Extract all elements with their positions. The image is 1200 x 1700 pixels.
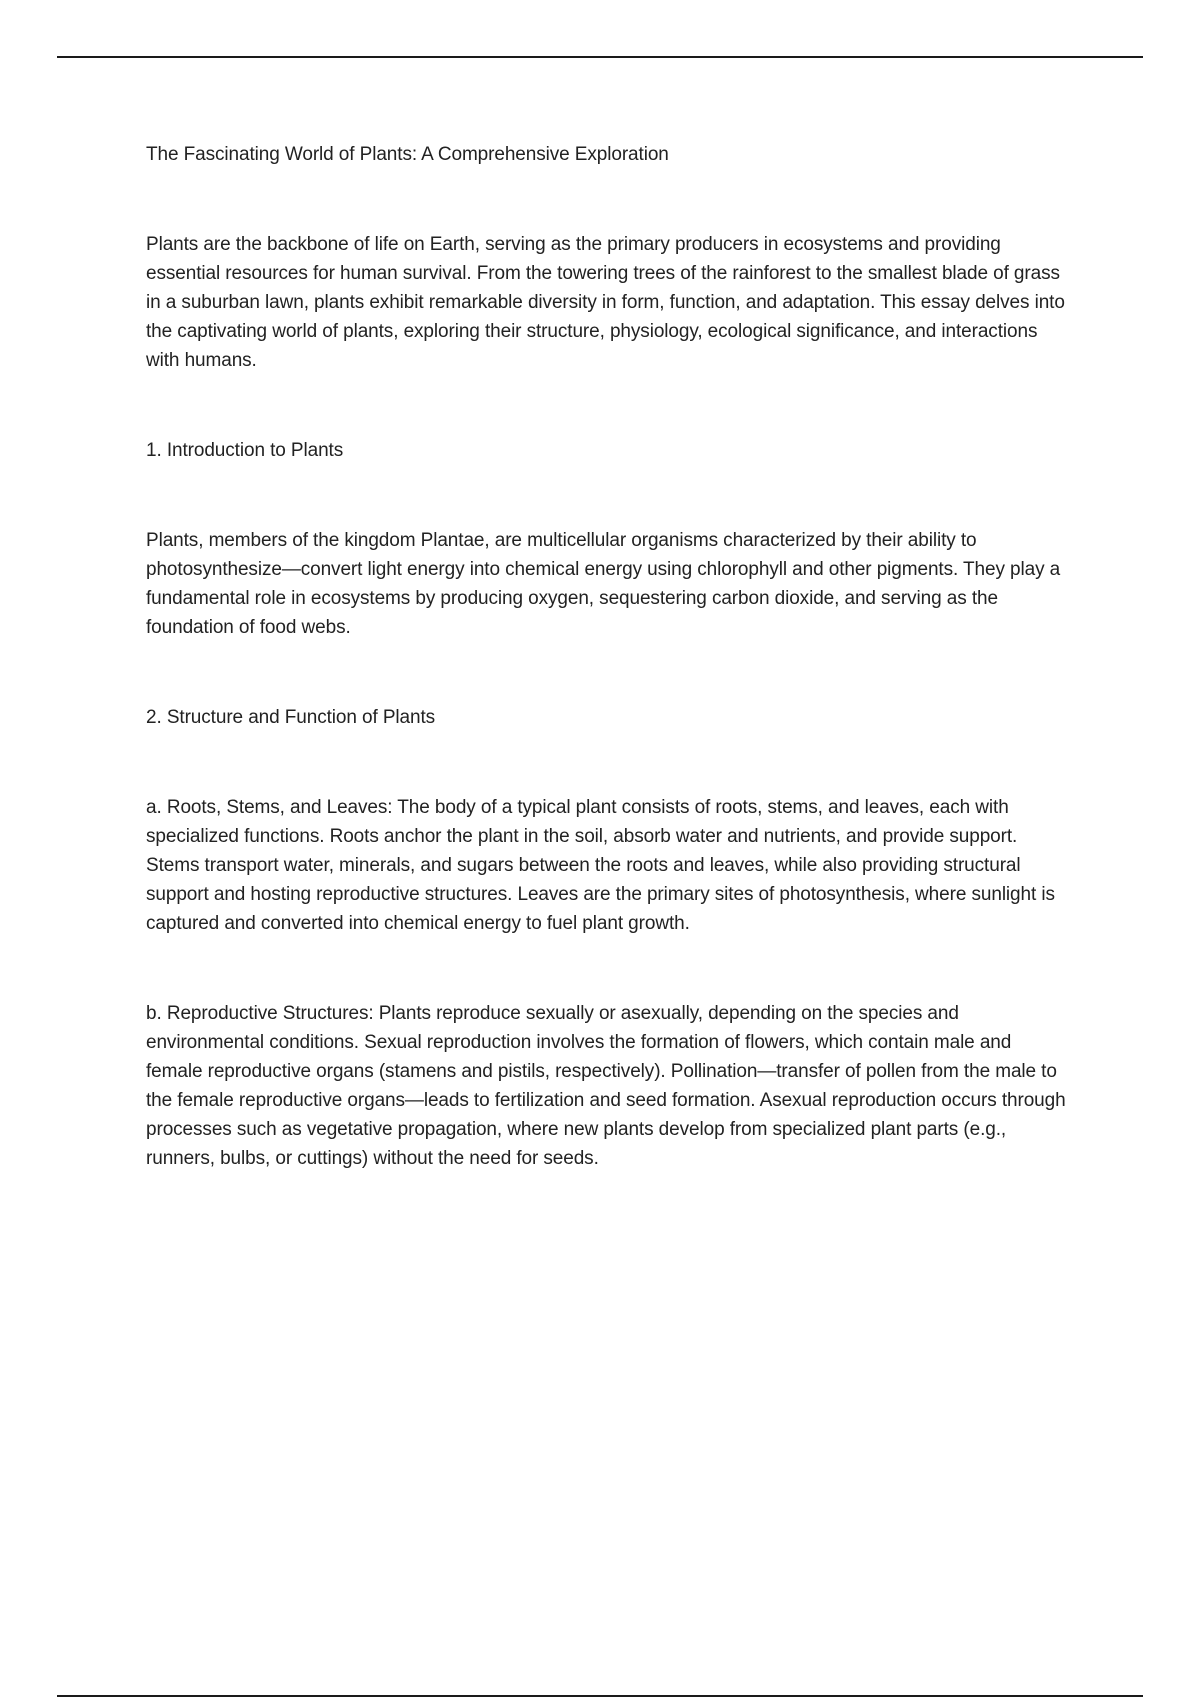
structure-paragraph-roots-stems-leaves: a. Roots, Stems, and Leaves: The body of a typical plant consists of roots, stems, and leaves, each with specialized functions. Roots anchor the plant in the soil, absorb water and nutrients, and provide support. Stems transport water, minerals, and sugars between the roots and leaves, while also providing structural support and hosting reproductive structures. Leaves are the primary sites of photosynthesis, where sunlight is captured and converted into chemical energy to fuel plant growth. [146, 797, 1055, 934]
footer-rule [57, 1695, 1143, 1697]
section-heading-introduction: 1. Introduction to Plants [146, 440, 344, 461]
intro-paragraph: Plants are the backbone of life on Earth, serving as the primary producers in ecosystems and providing essential resources for human survival. From the towering trees of the rainforest to the smallest blade of grass in a suburban lawn, plants exhibit remarkable diversity in form, function, and adaptation. This essay delves into the captivating world of plants, exploring their structure, physiology, ecological significance, and interactions with humans. [146, 234, 1065, 371]
section-heading-structure: 2. Structure and Function of Plants [146, 707, 436, 728]
document-body [146, 140, 1066, 1234]
section-introduction-paragraph: Plants, members of the kingdom Plantae, are multicellular organisms characterized by their ability to photosynthesize—convert light energy into chemical energy using chlorophyll and other pigments. They play a fundamental role in ecosystems by producing oxygen, sequestering carbon dioxide, and serving as the foundation of food webs. [146, 530, 1061, 638]
structure-paragraph-reproductive: b. Reproductive Structures: Plants reproduce sexually or asexually, depending on the species and environmental conditions. Sexual reproduction involves the formation of flowers, which contain male and female reproductive organs (stamens and pistils, respectively). Pollination—transfer of pollen from the male to the female reproductive organs—leads to fertilization and seed formation. Asexual reproduction occurs through processes such as vegetative propagation, where new plants develop from specialized plant parts (e.g., runners, bulbs, or cuttings) without the need for seeds. [146, 1003, 1066, 1169]
document-title: The Fascinating World of Plants: A Comprehensive Exploration [146, 144, 669, 165]
header-rule [57, 56, 1143, 58]
